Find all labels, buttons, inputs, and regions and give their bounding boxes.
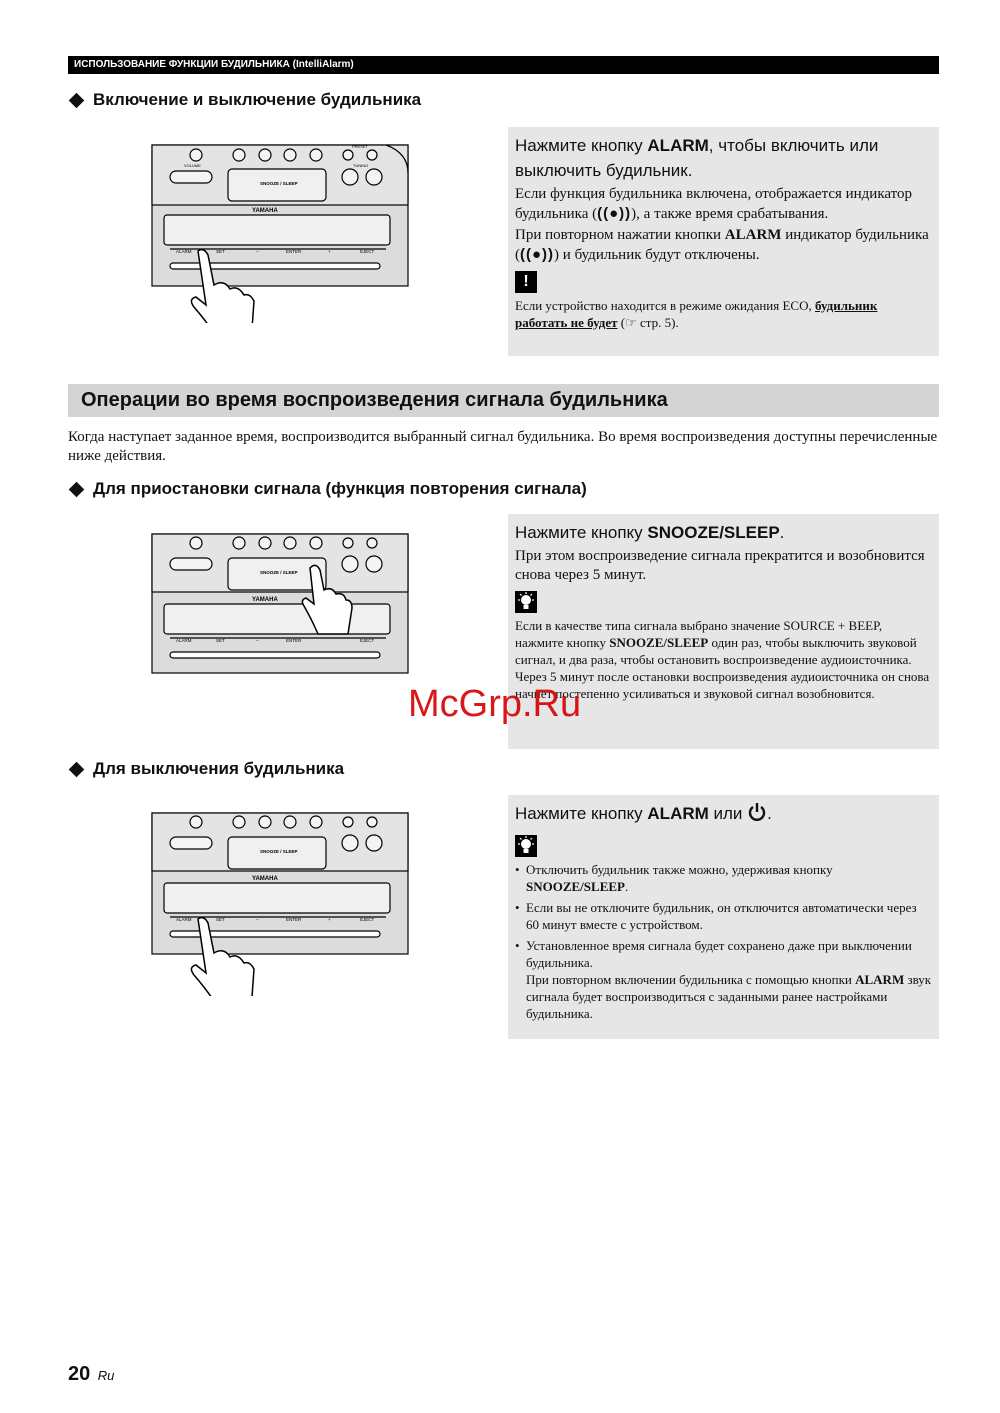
diamond-bullet-icon <box>69 92 85 108</box>
page-number: 20 <box>68 1363 91 1385</box>
section2-heading <box>68 479 587 499</box>
text: Если функция будильника включена, отображается индикатор будильника ( <box>515 186 913 222</box>
device-preset-label: PRESET <box>352 144 369 149</box>
device-btn-enter: ENTER <box>286 638 302 643</box>
page-footer <box>68 1363 114 1386</box>
section2-heading-text: Для приостановки сигнала (функция повторения сигнала) <box>93 479 587 498</box>
section2-tip1 <box>515 617 932 668</box>
alarm-indicator-icon: ((●)) <box>597 205 632 222</box>
section1-instruction-box <box>508 127 939 356</box>
text: звук сигнала будет воспроизводиться с заданными ранее настройками будильника. <box>526 972 932 1021</box>
lead-text: Нажмите кнопку <box>515 523 648 542</box>
text: индикатор будильника ( <box>515 227 929 263</box>
page-language: Ru <box>97 1368 115 1383</box>
device-tuning-label: TUNING <box>353 163 369 168</box>
section1-heading <box>68 90 421 110</box>
diamond-bullet-icon <box>69 481 85 497</box>
device-brand: YAMAHA <box>252 208 278 214</box>
device-btn-set: SET <box>216 638 225 643</box>
tip-lightbulb-icon <box>515 835 537 857</box>
section3-heading-text: Для выключения будильника <box>93 759 345 778</box>
device-btn-eject: EJECT <box>360 917 375 922</box>
device-brand: YAMAHA <box>252 876 278 882</box>
note-icon: ! <box>515 271 537 293</box>
lead-text: . <box>779 523 785 542</box>
section1-para2 <box>515 226 932 265</box>
device-display-label: SNOOZE / SLEEP <box>260 849 298 854</box>
diamond-bullet-icon <box>69 761 85 777</box>
section1-heading-text: Включение и выключение будильника <box>93 90 422 109</box>
device-btn-alarm: ALARM <box>176 249 192 254</box>
device-btn-minus: – <box>256 917 259 922</box>
section3-tips-list <box>515 861 932 1022</box>
section2-lead <box>515 520 932 545</box>
device-volume-label: VOLUME <box>184 163 201 168</box>
list-item: • Если вы не отключите будильник, он отключится автоматически через 60 минут вместе с устройством. <box>515 899 932 933</box>
key-alarm: ALARM <box>724 227 782 243</box>
page-ref-link[interactable]: (☞ стр. 5). <box>617 315 679 330</box>
section2-para1: При этом воспроизведение сигнала прекратится и возобновится снова через 5 минут. <box>515 548 925 583</box>
section1-note <box>515 297 932 331</box>
watermark: McGrp.Ru <box>408 683 582 725</box>
device-illustration-alarm-off <box>150 811 412 1001</box>
key-alarm: ALARM <box>647 804 709 823</box>
device-display-label: SNOOZE / SLEEP <box>260 570 298 575</box>
text: ) и будильник будут отключены. <box>554 247 760 263</box>
section3-heading <box>68 759 344 779</box>
device-illustration-alarm <box>150 143 412 328</box>
device-btn-alarm: ALARM <box>176 917 192 922</box>
lead-text: Нажмите кнопку <box>515 804 648 823</box>
power-icon <box>747 802 767 829</box>
lead-text: или <box>708 804 748 823</box>
device-btn-plus: + <box>328 917 331 922</box>
device-btn-plus: + <box>328 249 331 254</box>
text: . <box>624 879 629 894</box>
list-item <box>515 861 932 895</box>
text: При повторном нажатии кнопки <box>515 227 725 243</box>
device-illustration-snooze <box>150 532 412 682</box>
note-emphasis: будильник работать не будет <box>515 298 878 330</box>
key-snooze: SNOOZE/SLEEP <box>609 635 709 650</box>
device-btn-eject: EJECT <box>360 638 375 643</box>
device-btn-enter: ENTER <box>286 917 302 922</box>
section1-para1 <box>515 185 932 224</box>
text: Установленное время сигнала будет сохранено даже при выключении будильника. <box>526 938 912 970</box>
alarm-indicator-icon: ((●)) <box>520 246 555 263</box>
section3-instruction-box <box>508 795 939 1039</box>
text: ), а также время срабатывания. <box>631 206 829 222</box>
text: Если устройство находится в режиме ожидания ECO, <box>515 298 815 313</box>
page-header-bar: ИСПОЛЬЗОВАНИЕ ФУНКЦИИ БУДИЛЬНИКА (IntelliAlarm) <box>68 56 939 74</box>
lead-text: , чтобы включить или выключить будильник. <box>515 136 879 180</box>
key-snooze: SNOOZE/SLEEP <box>647 523 780 542</box>
device-brand: YAMAHA <box>252 597 278 603</box>
tip-lightbulb-icon <box>515 591 537 613</box>
device-btn-set: SET <box>216 917 225 922</box>
device-btn-minus: – <box>256 249 259 254</box>
list-item <box>515 937 932 1022</box>
device-btn-minus: – <box>256 638 259 643</box>
key-snooze: SNOOZE/SLEEP <box>526 879 625 894</box>
device-display-label: SNOOZE / SLEEP <box>260 181 298 186</box>
section3-lead: Нажмите кнопку ALARM или . <box>515 801 932 829</box>
device-btn-enter: ENTER <box>286 249 302 254</box>
text: При повторном включении будильника с помощью кнопки <box>526 972 856 987</box>
section1-lead <box>515 133 932 183</box>
key-alarm: ALARM <box>647 136 709 155</box>
text: Если в качестве типа сигнала выбрано значение SOURCE + BEEP, нажмите кнопку <box>515 618 883 650</box>
device-btn-set: SET <box>216 249 225 254</box>
lead-text: Нажмите кнопку <box>515 136 648 155</box>
text: Отключить будильник также можно, удерживая кнопку <box>526 862 833 877</box>
device-btn-eject: EJECT <box>360 249 375 254</box>
text: один раз, чтобы выключить звуковой сигнал, и два раза, чтобы остановить воспроизведение аудиоисточника. <box>515 635 917 667</box>
main-section-intro: Когда наступает заданное время, воспроизводится выбранный сигнал будильника. Во время воспроизведения доступны перечисленные ниже действия. <box>68 429 938 464</box>
main-section-title: Операции во время воспроизведения сигнала будильника <box>68 384 939 417</box>
key-alarm: ALARM <box>855 972 905 987</box>
device-btn-alarm: ALARM <box>176 638 192 643</box>
section2-tip2: Через 5 минут после остановки воспроизведения аудиоисточника он снова начнет постепенно усиливаться и звуковой сигнал возобновится. <box>515 669 930 701</box>
